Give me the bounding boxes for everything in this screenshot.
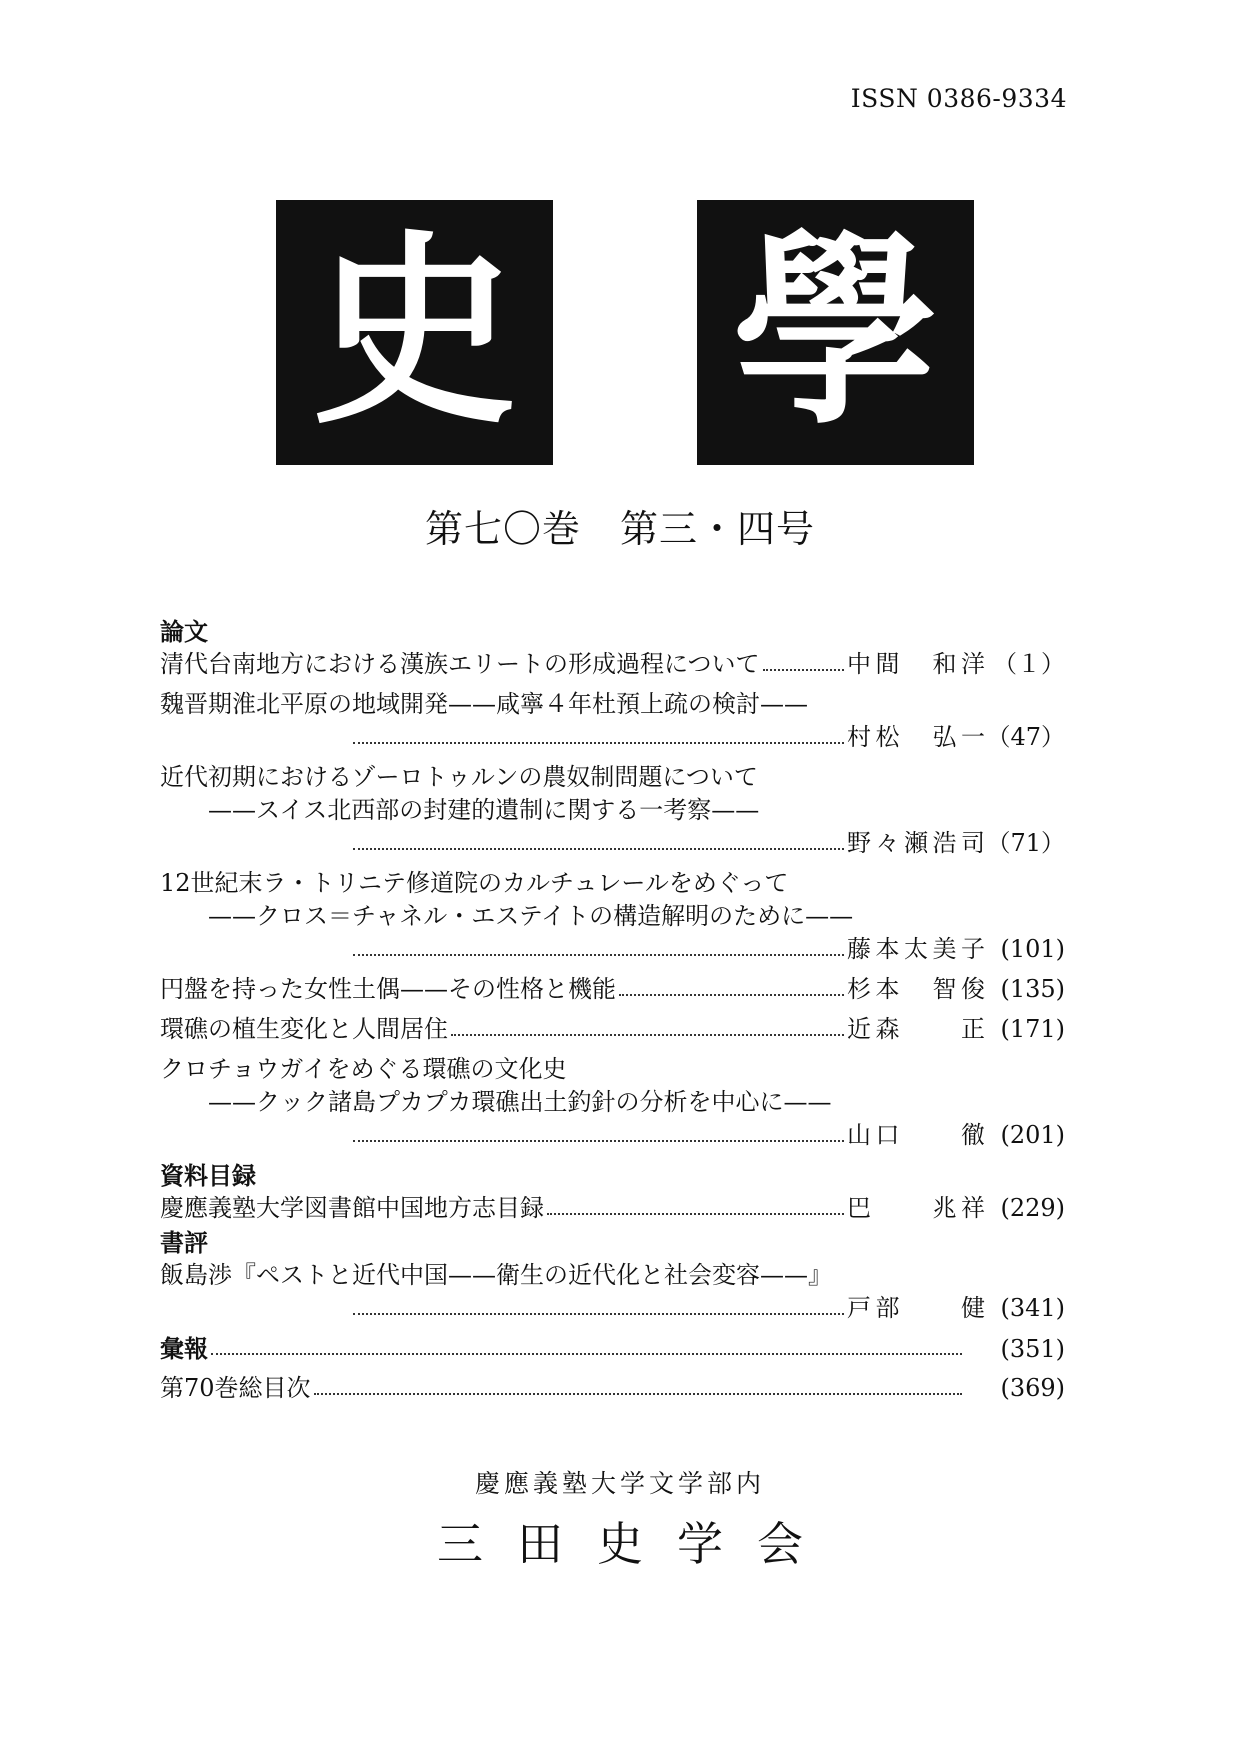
entry-title: 第70巻総目次	[160, 1374, 311, 1402]
leader-dots	[763, 669, 844, 671]
entry-page: (135)	[1000, 975, 1065, 1003]
entry-author: 巴 兆祥	[847, 1194, 985, 1222]
toc-entry[interactable]	[160, 1053, 1065, 1152]
section-heading-review: 書評	[160, 1228, 208, 1257]
title-char-gaku: 學	[733, 212, 938, 452]
entry-title: 環礁の植生変化と人間居住	[160, 1015, 448, 1043]
entry-author: 杉本 智俊	[847, 975, 985, 1003]
leader-dots	[353, 1313, 844, 1315]
entry-subtitle: ——クック諸島プカプカ環礁出土釣針の分析を中心に——	[208, 1088, 832, 1116]
entry-title: 魏晋期淮北平原の地域開発——咸寧４年杜預上疏の検討——	[160, 690, 808, 718]
entry-page: (369)	[1000, 1374, 1065, 1402]
toc-entry[interactable]	[160, 648, 1065, 681]
leader-dots	[353, 954, 844, 956]
section-heading-catalog: 資料目録	[160, 1161, 256, 1190]
entry-author: 近森 正	[847, 1015, 985, 1043]
entry-page: (171)	[1000, 1015, 1065, 1043]
entry-author: 中間 和洋	[847, 650, 985, 678]
toc-entry[interactable]	[160, 1332, 1065, 1365]
entry-author: 山口 徹	[847, 1121, 985, 1149]
entry-author: 野々瀬浩司	[847, 829, 985, 857]
leader-dots	[619, 994, 844, 996]
entry-title: 慶應義塾大学図書館中国地方志目録	[160, 1194, 544, 1222]
toc-entry[interactable]	[160, 867, 1065, 966]
toc-entry[interactable]	[160, 1259, 1065, 1325]
toc-entry[interactable]	[160, 1192, 1065, 1225]
entry-title: 彙報	[160, 1334, 208, 1363]
publisher-affiliation: 慶應義塾大学文学部内	[474, 1469, 765, 1498]
entry-title: クロチョウガイをめぐる環礁の文化史	[160, 1055, 567, 1083]
toc-entry[interactable]	[160, 1372, 1065, 1405]
volume-issue: 第七〇巻 第三・四号	[424, 507, 815, 551]
journal-title-char-1	[276, 200, 553, 465]
entry-title: 円盤を持った女性土偶——その性格と機能	[160, 975, 616, 1003]
title-char-shi: 史	[312, 212, 517, 452]
toc-entry[interactable]	[160, 761, 1065, 860]
section-heading-papers: 論文	[160, 617, 208, 646]
entry-page: (229)	[1000, 1194, 1065, 1222]
leader-dots	[547, 1213, 844, 1215]
toc-entry[interactable]	[160, 973, 1065, 1006]
entry-page: (341)	[1000, 1294, 1065, 1322]
entry-page: （71）	[986, 829, 1065, 857]
entry-title: 清代台南地方における漢族エリートの形成過程について	[160, 650, 760, 678]
leader-dots	[314, 1393, 962, 1395]
toc-entry[interactable]	[160, 688, 1065, 754]
leader-dots	[211, 1353, 962, 1355]
leader-dots	[353, 742, 844, 744]
journal-title-char-2	[697, 200, 974, 465]
table-of-contents	[160, 615, 1065, 1412]
toc-entry[interactable]	[160, 1013, 1065, 1046]
entry-title: 飯島渉『ペストと近代中国——衛生の近代化と社会変容——』	[160, 1261, 832, 1289]
entry-title: 12世紀末ラ・トリニテ修道院のカルチュレールをめぐって	[160, 869, 789, 897]
entry-subtitle: ——スイス北西部の封建的遺制に関する一考察——	[208, 796, 760, 824]
entry-page: （１）	[993, 650, 1065, 678]
entry-author: 藤本太美子	[847, 935, 985, 963]
leader-dots	[451, 1034, 844, 1036]
entry-page: (201)	[1000, 1121, 1065, 1149]
entry-title: 近代初期におけるゾーロトゥルンの農奴制問題について	[160, 763, 758, 791]
entry-page: (101)	[1000, 935, 1065, 963]
leader-dots	[353, 848, 844, 850]
entry-subtitle: ——クロス＝チャネル・エステイトの構造解明のために——	[208, 902, 854, 930]
publisher-name: 三田史学会	[437, 1517, 837, 1571]
entry-page: (351)	[1000, 1335, 1065, 1363]
entry-page: （47）	[986, 723, 1065, 751]
entry-author: 村松 弘一	[847, 723, 985, 751]
leader-dots	[353, 1140, 844, 1142]
issn-number: ISSN 0386-9334	[850, 84, 1067, 113]
entry-author: 戸部 健	[847, 1294, 985, 1322]
